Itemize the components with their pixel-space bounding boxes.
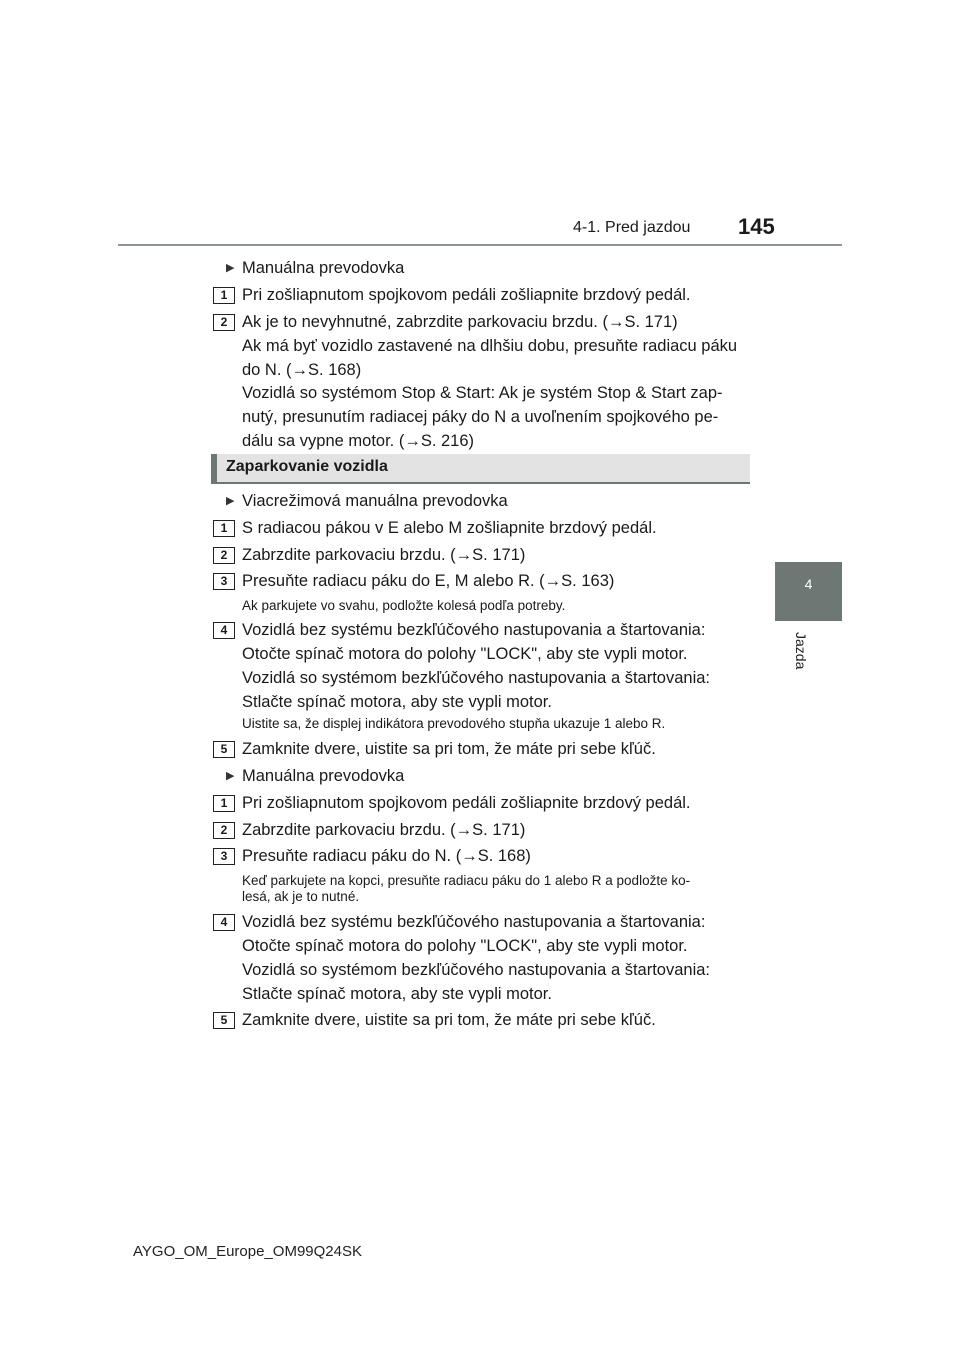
note-text: Keď parkujete na kopci, presuňte radiacu páku do 1 alebo R a podložte ko- [242,873,691,888]
step-text: Presuňte radiacu páku do E, M alebo R. (→S. 163) [242,572,615,590]
chapter-tab-label: Jazda [793,632,809,670]
step-number: 4 [213,914,235,931]
step-number: 3 [213,573,235,590]
step-text: Zabrzdite parkovaciu brzdu. (→S. 171) [242,821,526,839]
paragraph-text: Vozidlá so systémom Stop & Start: Ak je systém Stop & Start zap- [242,384,723,402]
paragraph-text: dálu sa vypne motor. (→S. 216) [242,432,475,450]
step-number: 3 [213,848,235,865]
step-text: Otočte spínač motora do polohy "LOCK", aby ste vypli motor. [242,937,688,955]
step-number: 5 [213,1012,235,1029]
step-text: Zamknite dvere, uistite sa pri tom, že máte pri sebe kľúč. [242,740,656,758]
chapter-tab-number: 4 [804,576,813,592]
step-text: Pri zošliapnutom spojkovom pedáli zošliapnite brzdový pedál. [242,286,691,304]
bullet-heading: Manuálna prevodovka [242,767,405,785]
footer-doc-id: AYGO_OM_Europe_OM99Q24SK [133,1243,362,1260]
step-number: 4 [213,622,235,639]
bullet-heading: Viacrežimová manuálna prevodovka [242,492,508,510]
step-number: 2 [213,822,235,839]
step-text: Ak je to nevyhnutné, zabrzdite parkovaciu brzdu. (→S. 171) [242,313,678,331]
step-text: Otočte spínač motora do polohy "LOCK", aby ste vypli motor. [242,645,688,663]
step-text: Zamknite dvere, uistite sa pri tom, že máte pri sebe kľúč. [242,1011,656,1029]
bullet-marker-icon: ▶ [226,770,235,782]
step-text: Zabrzdite parkovaciu brzdu. (→S. 171) [242,546,526,564]
bullet-marker-icon: ▶ [226,495,235,507]
step-number: 2 [213,314,235,331]
step-text: Vozidlá bez systému bezkľúčového nastupovania a štartovania: [242,913,706,931]
step-number: 1 [213,795,235,812]
bullet-marker-icon: ▶ [226,262,235,274]
header-rule [118,244,842,246]
step-number: 1 [213,520,235,537]
paragraph-text: Vozidlá so systémom bezkľúčového nastupovania a štartovania: [242,961,710,979]
step-number: 1 [213,287,235,304]
note-text: Ak parkujete vo svahu, podložte kolesá podľa potreby. [242,598,566,613]
paragraph-text: Stlačte spínač motora, aby ste vypli motor. [242,693,552,711]
page-number: 145 [738,214,775,239]
section-title: Zaparkovanie vozidla [226,458,388,475]
step-text: Ak má byť vozidlo zastavené na dlhšiu dobu, presuňte radiacu páku [242,337,738,355]
step-number: 2 [213,547,235,564]
paragraph-text: Stlačte spínač motora, aby ste vypli motor. [242,985,552,1003]
step-number: 5 [213,741,235,758]
step-text: Presuňte radiacu páku do N. (→S. 168) [242,847,531,865]
note-text: Uistite sa, že displej indikátora prevodového stupňa ukazuje 1 alebo R. [242,716,666,731]
paragraph-text: nutý, presunutím radiacej páky do N a uvoľnením spojkového pe- [242,408,719,426]
bullet-heading: Manuálna prevodovka [242,259,405,277]
note-text: lesá, ak je to nutné. [242,889,360,904]
section-bar-accent [211,454,217,482]
step-text: S radiacou pákou v E alebo M zošliapnite brzdový pedál. [242,519,657,537]
step-text: Pri zošliapnutom spojkovom pedáli zošliapnite brzdový pedál. [242,794,691,812]
paragraph-text: Vozidlá so systémom bezkľúčového nastupovania a štartovania: [242,669,710,687]
header-section-title: 4-1. Pred jazdou [573,219,691,236]
step-text: Vozidlá bez systému bezkľúčového nastupovania a štartovania: [242,621,706,639]
step-text: do N. (→S. 168) [242,361,362,379]
